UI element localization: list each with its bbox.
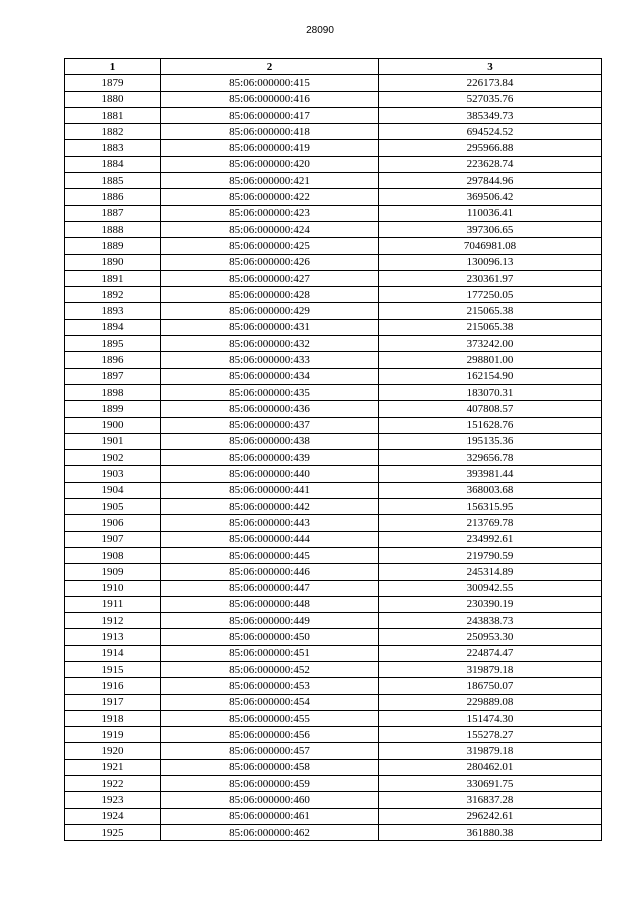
table-row: [65, 499, 602, 515]
value-cell: 156315.95: [379, 499, 602, 515]
row-number-cell: 1881: [65, 107, 161, 123]
table-row: [65, 482, 602, 498]
value-cell: 234992.61: [379, 531, 602, 547]
cadastral-number-cell: 85:06:000000:458: [161, 759, 379, 775]
column-header-1: 1: [65, 59, 161, 75]
value-cell: 319879.18: [379, 743, 602, 759]
cadastral-number-cell: 85:06:000000:459: [161, 776, 379, 792]
cadastral-number-cell: 85:06:000000:419: [161, 140, 379, 156]
cadastral-number-cell: 85:06:000000:422: [161, 189, 379, 205]
table-row: [65, 531, 602, 547]
row-number-cell: 1879: [65, 75, 161, 91]
row-number-cell: 1884: [65, 156, 161, 172]
cadastral-number-cell: 85:06:000000:443: [161, 515, 379, 531]
value-cell: 280462.01: [379, 759, 602, 775]
table-row: [65, 710, 602, 726]
row-number-cell: 1920: [65, 743, 161, 759]
cadastral-number-cell: 85:06:000000:428: [161, 287, 379, 303]
column-header-3: 3: [379, 59, 602, 75]
table-row: [65, 124, 602, 140]
value-cell: 195135.36: [379, 433, 602, 449]
row-number-cell: 1903: [65, 466, 161, 482]
row-number-cell: 1892: [65, 287, 161, 303]
row-number-cell: 1898: [65, 384, 161, 400]
value-cell: 296242.61: [379, 808, 602, 824]
table-row: [65, 645, 602, 661]
row-number-cell: 1909: [65, 564, 161, 580]
table-body: [65, 75, 602, 841]
cadastral-number-cell: 85:06:000000:447: [161, 580, 379, 596]
row-number-cell: 1899: [65, 401, 161, 417]
value-cell: 330691.75: [379, 776, 602, 792]
row-number-cell: 1882: [65, 124, 161, 140]
table-row: [65, 417, 602, 433]
table-row: [65, 450, 602, 466]
row-number-cell: 1902: [65, 450, 161, 466]
row-number-cell: 1891: [65, 270, 161, 286]
table-row: [65, 808, 602, 824]
cadastral-number-cell: 85:06:000000:449: [161, 613, 379, 629]
row-number-cell: 1919: [65, 727, 161, 743]
row-number-cell: 1880: [65, 91, 161, 107]
cadastral-number-cell: 85:06:000000:450: [161, 629, 379, 645]
table-row: [65, 547, 602, 563]
cadastral-number-cell: 85:06:000000:445: [161, 547, 379, 563]
table-row: [65, 613, 602, 629]
column-header-2: 2: [161, 59, 379, 75]
row-number-cell: 1921: [65, 759, 161, 775]
value-cell: 385349.73: [379, 107, 602, 123]
data-table: [64, 58, 602, 841]
row-number-cell: 1905: [65, 499, 161, 515]
value-cell: 393981.44: [379, 466, 602, 482]
row-number-cell: 1907: [65, 531, 161, 547]
cadastral-number-cell: 85:06:000000:426: [161, 254, 379, 270]
table-row: [65, 792, 602, 808]
table-row: [65, 743, 602, 759]
cadastral-number-cell: 85:06:000000:429: [161, 303, 379, 319]
value-cell: 527035.76: [379, 91, 602, 107]
value-cell: 155278.27: [379, 727, 602, 743]
row-number-cell: 1925: [65, 824, 161, 840]
table-row: [65, 515, 602, 531]
value-cell: 298801.00: [379, 352, 602, 368]
cadastral-number-cell: 85:06:000000:456: [161, 727, 379, 743]
cadastral-number-cell: 85:06:000000:423: [161, 205, 379, 221]
cadastral-number-cell: 85:06:000000:427: [161, 270, 379, 286]
cadastral-number-cell: 85:06:000000:462: [161, 824, 379, 840]
table-row: [65, 352, 602, 368]
value-cell: 373242.00: [379, 336, 602, 352]
table-row: [65, 401, 602, 417]
cadastral-number-cell: 85:06:000000:457: [161, 743, 379, 759]
cadastral-number-cell: 85:06:000000:451: [161, 645, 379, 661]
table-row: [65, 173, 602, 189]
table-row: [65, 629, 602, 645]
table-row: [65, 564, 602, 580]
cadastral-number-cell: 85:06:000000:436: [161, 401, 379, 417]
row-number-cell: 1887: [65, 205, 161, 221]
value-cell: 215065.38: [379, 319, 602, 335]
value-cell: 300942.55: [379, 580, 602, 596]
table-row: [65, 107, 602, 123]
row-number-cell: 1889: [65, 238, 161, 254]
value-cell: 110036.41: [379, 205, 602, 221]
value-cell: 297844.96: [379, 173, 602, 189]
table-row: [65, 694, 602, 710]
cadastral-number-cell: 85:06:000000:452: [161, 661, 379, 677]
cadastral-number-cell: 85:06:000000:446: [161, 564, 379, 580]
value-cell: 177250.05: [379, 287, 602, 303]
value-cell: 230390.19: [379, 596, 602, 612]
table-row: [65, 238, 602, 254]
value-cell: 219790.59: [379, 547, 602, 563]
cadastral-number-cell: 85:06:000000:418: [161, 124, 379, 140]
row-number-cell: 1901: [65, 433, 161, 449]
value-cell: 369506.42: [379, 189, 602, 205]
cadastral-number-cell: 85:06:000000:440: [161, 466, 379, 482]
table-row: [65, 254, 602, 270]
value-cell: 229889.08: [379, 694, 602, 710]
value-cell: 295966.88: [379, 140, 602, 156]
cadastral-number-cell: 85:06:000000:417: [161, 107, 379, 123]
cadastral-number-cell: 85:06:000000:434: [161, 368, 379, 384]
cadastral-number-cell: 85:06:000000:454: [161, 694, 379, 710]
value-cell: 316837.28: [379, 792, 602, 808]
cadastral-number-cell: 85:06:000000:441: [161, 482, 379, 498]
value-cell: 243838.73: [379, 613, 602, 629]
table-row: [65, 270, 602, 286]
row-number-cell: 1886: [65, 189, 161, 205]
value-cell: 368003.68: [379, 482, 602, 498]
table-row: [65, 336, 602, 352]
cadastral-number-cell: 85:06:000000:448: [161, 596, 379, 612]
row-number-cell: 1885: [65, 173, 161, 189]
value-cell: 213769.78: [379, 515, 602, 531]
row-number-cell: 1894: [65, 319, 161, 335]
table-row: [65, 189, 602, 205]
row-number-cell: 1900: [65, 417, 161, 433]
table-row: [65, 156, 602, 172]
value-cell: 223628.74: [379, 156, 602, 172]
value-cell: 319879.18: [379, 661, 602, 677]
cadastral-number-cell: 85:06:000000:437: [161, 417, 379, 433]
value-cell: 130096.13: [379, 254, 602, 270]
table-row: [65, 596, 602, 612]
cadastral-number-cell: 85:06:000000:416: [161, 91, 379, 107]
cadastral-number-cell: 85:06:000000:433: [161, 352, 379, 368]
table-row: [65, 205, 602, 221]
table-row: [65, 368, 602, 384]
row-number-cell: 1915: [65, 661, 161, 677]
table-row: [65, 303, 602, 319]
table-row: [65, 727, 602, 743]
row-number-cell: 1888: [65, 221, 161, 237]
cadastral-number-cell: 85:06:000000:453: [161, 678, 379, 694]
table-header-row: [65, 59, 602, 75]
row-number-cell: 1897: [65, 368, 161, 384]
table-row: [65, 661, 602, 677]
cadastral-number-cell: 85:06:000000:439: [161, 450, 379, 466]
value-cell: 250953.30: [379, 629, 602, 645]
value-cell: 183070.31: [379, 384, 602, 400]
value-cell: 397306.65: [379, 221, 602, 237]
cadastral-number-cell: 85:06:000000:442: [161, 499, 379, 515]
value-cell: 361880.38: [379, 824, 602, 840]
table-row: [65, 466, 602, 482]
table-row: [65, 140, 602, 156]
cadastral-number-cell: 85:06:000000:460: [161, 792, 379, 808]
table-row: [65, 824, 602, 840]
value-cell: 230361.97: [379, 270, 602, 286]
value-cell: 226173.84: [379, 75, 602, 91]
row-number-cell: 1904: [65, 482, 161, 498]
value-cell: 694524.52: [379, 124, 602, 140]
table-row: [65, 678, 602, 694]
table-row: [65, 221, 602, 237]
cadastral-number-cell: 85:06:000000:438: [161, 433, 379, 449]
row-number-cell: 1911: [65, 596, 161, 612]
cadastral-number-cell: 85:06:000000:415: [161, 75, 379, 91]
row-number-cell: 1895: [65, 336, 161, 352]
row-number-cell: 1918: [65, 710, 161, 726]
row-number-cell: 1910: [65, 580, 161, 596]
row-number-cell: 1893: [65, 303, 161, 319]
row-number-cell: 1913: [65, 629, 161, 645]
cadastral-number-cell: 85:06:000000:461: [161, 808, 379, 824]
row-number-cell: 1906: [65, 515, 161, 531]
value-cell: 224874.47: [379, 645, 602, 661]
table-row: [65, 287, 602, 303]
cadastral-number-cell: 85:06:000000:444: [161, 531, 379, 547]
value-cell: 407808.57: [379, 401, 602, 417]
table-row: [65, 319, 602, 335]
row-number-cell: 1917: [65, 694, 161, 710]
table-row: [65, 580, 602, 596]
table-row: [65, 384, 602, 400]
row-number-cell: 1883: [65, 140, 161, 156]
value-cell: 245314.89: [379, 564, 602, 580]
cadastral-number-cell: 85:06:000000:455: [161, 710, 379, 726]
table-row: [65, 759, 602, 775]
row-number-cell: 1914: [65, 645, 161, 661]
row-number-cell: 1924: [65, 808, 161, 824]
row-number-cell: 1896: [65, 352, 161, 368]
row-number-cell: 1923: [65, 792, 161, 808]
value-cell: 186750.07: [379, 678, 602, 694]
value-cell: 215065.38: [379, 303, 602, 319]
table-row: [65, 776, 602, 792]
cadastral-number-cell: 85:06:000000:421: [161, 173, 379, 189]
cadastral-number-cell: 85:06:000000:424: [161, 221, 379, 237]
row-number-cell: 1922: [65, 776, 161, 792]
row-number-cell: 1890: [65, 254, 161, 270]
value-cell: 151474.30: [379, 710, 602, 726]
row-number-cell: 1912: [65, 613, 161, 629]
cadastral-number-cell: 85:06:000000:431: [161, 319, 379, 335]
page-number: 28090: [306, 25, 334, 36]
row-number-cell: 1908: [65, 547, 161, 563]
row-number-cell: 1916: [65, 678, 161, 694]
cadastral-number-cell: 85:06:000000:425: [161, 238, 379, 254]
cadastral-number-cell: 85:06:000000:435: [161, 384, 379, 400]
value-cell: 7046981.08: [379, 238, 602, 254]
cadastral-number-cell: 85:06:000000:432: [161, 336, 379, 352]
table-row: [65, 433, 602, 449]
cadastral-number-cell: 85:06:000000:420: [161, 156, 379, 172]
table-row: [65, 91, 602, 107]
value-cell: 162154.90: [379, 368, 602, 384]
value-cell: 151628.76: [379, 417, 602, 433]
table-row: [65, 75, 602, 91]
value-cell: 329656.78: [379, 450, 602, 466]
